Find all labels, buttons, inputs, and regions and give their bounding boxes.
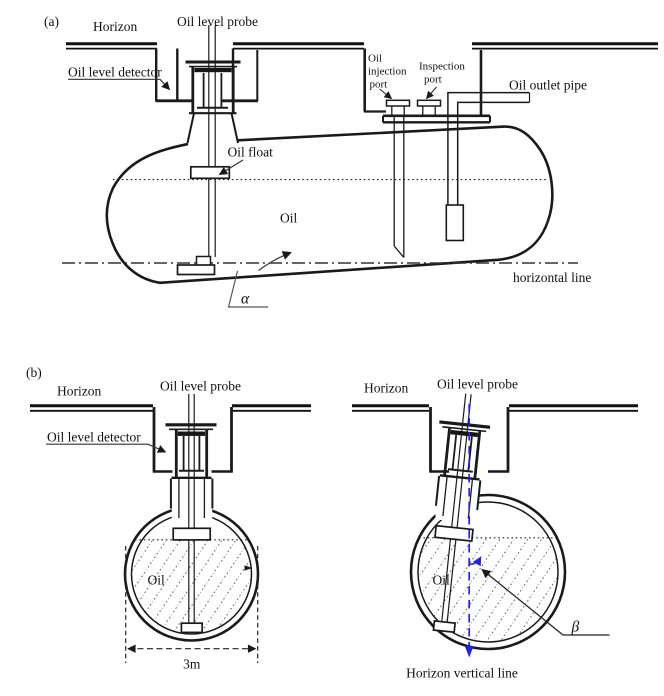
label-oil-b-right: Oil	[432, 572, 450, 588]
label-injection-2: injection	[368, 65, 407, 78]
panel-a	[44, 14, 658, 308]
oil-level-detector-housing	[186, 62, 241, 143]
inspection-port-pipe	[418, 100, 441, 116]
panel-b-tag: (b)	[26, 365, 42, 380]
label-beta: β	[571, 618, 580, 636]
ground-surface-b-left	[30, 406, 311, 411]
detector-leader-b	[46, 444, 166, 452]
label-oil-level-detector-b: Oil level detector	[47, 429, 141, 445]
detector-pit-b-left	[153, 407, 233, 472]
label-oil-level-probe-b-right: Oil level probe	[437, 376, 518, 392]
label-horizon-b-left: Horizon	[57, 383, 102, 399]
ground-surface-b-right	[352, 406, 638, 411]
label-oil-outlet-pipe: Oil outlet pipe	[509, 77, 587, 93]
detector-pit	[156, 49, 259, 102]
label-oil-b-left: Oil	[147, 572, 165, 588]
label-inspection-1: Inspection	[419, 60, 465, 73]
label-injection-3: port	[369, 78, 388, 91]
blue-arrowhead	[465, 646, 474, 658]
label-horizon-vertical-line: Horizon vertical line	[406, 665, 518, 681]
alpha-angle-annotation	[229, 253, 292, 308]
label-oil-level-detector-a: Oil level detector	[68, 64, 162, 80]
label-alpha: α	[241, 290, 250, 308]
label-oil-a: Oil	[280, 210, 298, 226]
label-injection-1: Oil	[368, 52, 383, 65]
panel-a-tag: (a)	[44, 14, 59, 29]
panel-b	[26, 365, 638, 681]
label-horizon-a: Horizon	[93, 19, 138, 34]
label-oil-level-probe-a: Oil level probe	[177, 14, 258, 29]
oil-injection-port-pipe	[387, 100, 410, 257]
tank-outline	[107, 127, 553, 283]
label-horizon-b-right: Horizon	[364, 380, 409, 396]
label-diameter-3m: 3m	[183, 656, 201, 672]
label-horizontal-line: horizontal line	[513, 270, 592, 285]
label-leaders-a	[68, 79, 437, 174]
label-oil-float: Oil float	[227, 144, 273, 160]
ground-surface-a	[66, 44, 658, 49]
label-inspection-2: port	[424, 73, 442, 86]
label-oil-level-probe-b-left: Oil level probe	[160, 378, 241, 394]
